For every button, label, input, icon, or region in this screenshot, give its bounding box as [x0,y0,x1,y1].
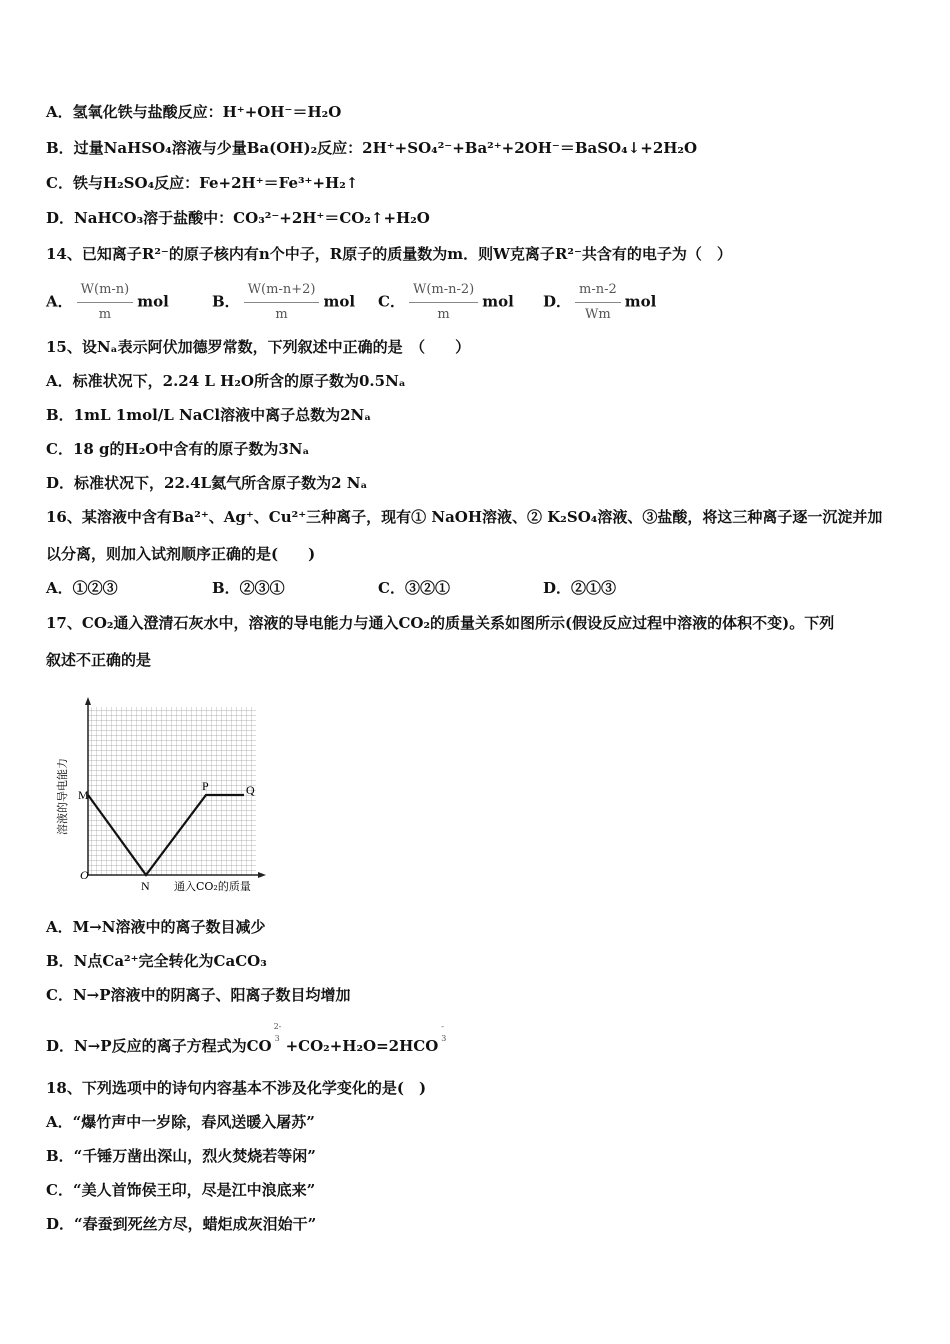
q14-option-b-denominator: m [275,307,288,322]
q18-option-c: C．“美人首饰侯王印，尽是江中浪底来” [46,1181,316,1199]
q14-option-c-fraction [409,280,478,325]
q17-option-d-prefix: D．N→P反应的离子方程式为CO [46,1037,272,1055]
q14-option-c-unit: mol [482,292,514,311]
conductivity-graph-svg [46,695,276,895]
q16-stem-line1: 16、某溶液中含有Ba²⁺、Ag⁺、Cu²⁺三种离子，现有① NaOH溶液、② K₂SO₄溶液、③盐酸，将这三种离子逐一沉淀并加 [46,508,883,526]
q14-option-d-label: D． [543,292,572,311]
q15-option-d: D．标准状况下，22.4L氦气所含原子数为2 Nₐ [46,474,368,492]
q17-stem-line1: 17、CO₂通入澄清石灰水中，溶液的导电能力与通入CO₂的质量关系如图所示(假设反应过程中溶液的体积不变)。下列 [46,614,835,632]
q14-option-a-unit: mol [137,292,169,311]
q16-option-c: C．③②① [378,579,450,597]
q14-option-b-numerator: W(m-n+2) [244,280,320,303]
q14-option-d-numerator: m-n-2 [575,280,621,303]
q17-option-d-middle: +CO₂+H₂O=2HCO [285,1037,439,1055]
q17-option-d [46,1022,448,1056]
q17-option-a: A．M→N溶液中的离子数目减少 [46,918,266,936]
q17-option-d-sub2: 3 [441,1034,447,1043]
q14-option-b-unit: mol [323,292,356,311]
graph-point-q: Q [246,783,255,797]
q17-option-d-sub1: 3 [274,1034,280,1043]
conductivity-graph [46,695,276,895]
q15-option-a: A．标准状况下，2.24 L H₂O所含的原子数为0.5Nₐ [46,372,406,390]
q17-option-d-sup2: - [441,1022,444,1031]
q13-option-b: B．过量NaHSO₄溶液与少量Ba(OH)₂反应：2H⁺+SO₄²⁻+Ba²⁺+2OH⁻＝BaSO₄↓+2H₂O [46,139,698,157]
q17-stem-line2: 叙述不正确的是 [46,651,152,669]
q14-option-a [46,280,169,325]
q14-option-a-label: A． [46,292,73,311]
graph-point-p: P [202,779,209,793]
q14-option-a-numerator: W(m-n) [77,280,134,303]
graph-grid [88,707,256,875]
q15-stem-text: 15、设Nₐ表示阿伏加德罗常数，下列叙述中正确的是 （ ） [46,338,471,356]
q13-option-a: A．氢氧化铁与盐酸反应：H⁺+OH⁻＝H₂O [46,103,342,121]
q14-option-d [543,280,656,325]
q14-option-b-label: B． [212,292,240,311]
q13-option-d: D．NaHCO₃溶于盐酸中：CO₃²⁻+2H⁺＝CO₂↑+H₂O [46,209,430,227]
graph-point-n: N [141,879,150,893]
graph-origin-label: O [80,868,89,882]
q14-option-c [378,280,514,325]
q13-option-c: C．铁与H₂SO₄反应：Fe+2H⁺＝Fe³⁺+H₂↑ [46,174,359,192]
q14-option-b-fraction [244,280,320,325]
graph-y-arrow [85,697,91,705]
graph-x-label: 通入CO₂的质量 [174,880,251,893]
q14-option-a-denominator: m [98,307,112,322]
graph-point-m: M [78,788,89,802]
q14-option-c-denominator: m [437,307,450,322]
q18-stem: 18、下列选项中的诗句内容基本不涉及化学变化的是( ) [46,1079,427,1097]
q17-option-d-sup1: 2- [273,1022,282,1031]
q18-option-d: D．“春蚕到死丝方尽，蜡炬成灰泪始干” [46,1215,317,1233]
q17-option-c: C．N→P溶液中的阴离子、阳离子数目均增加 [46,986,351,1004]
q16-option-b: B．②③① [212,579,285,597]
q15-option-b: B．1mL 1mol/L NaCl溶液中离子总数为2Nₐ [46,406,372,424]
q15-stem [46,337,470,357]
q18-option-a: A．“爆竹声中一岁除，春风送暖入屠苏” [46,1113,315,1131]
q14-option-d-unit: mol [624,292,657,311]
q16-option-a: A．①②③ [46,579,118,597]
q17-option-d-script2 [438,1022,448,1051]
q14-option-c-numerator: W(m-n-2) [409,280,478,303]
q14-option-a-fraction [77,280,134,325]
q14-option-c-label: C． [378,292,405,311]
graph-x-arrow [258,872,266,878]
q16-stem-line2: 以分离，则加入试剂顺序正确的是( ) [46,545,316,563]
q18-option-b: B．“千锤万凿出深山，烈火焚烧若等闲” [46,1147,316,1165]
q14-stem: 14、已知离子R²⁻的原子核内有n个中子，R原子的质量数为m．则W克离子R²⁻共含有的电子为（ ） [46,245,732,263]
q17-option-b: B．N点Ca²⁺完全转化为CaCO₃ [46,952,267,970]
q14-option-b [212,280,355,325]
graph-y-label: 溶液的导电能力 [56,758,69,835]
q17-option-d-script1 [272,1022,286,1051]
q14-option-d-denominator: Wm [585,307,611,322]
q14-option-d-fraction [575,280,621,325]
q15-option-c: C．18 g的H₂O中含有的原子数为3Nₐ [46,440,310,458]
q16-option-d: D．②①③ [543,579,617,597]
